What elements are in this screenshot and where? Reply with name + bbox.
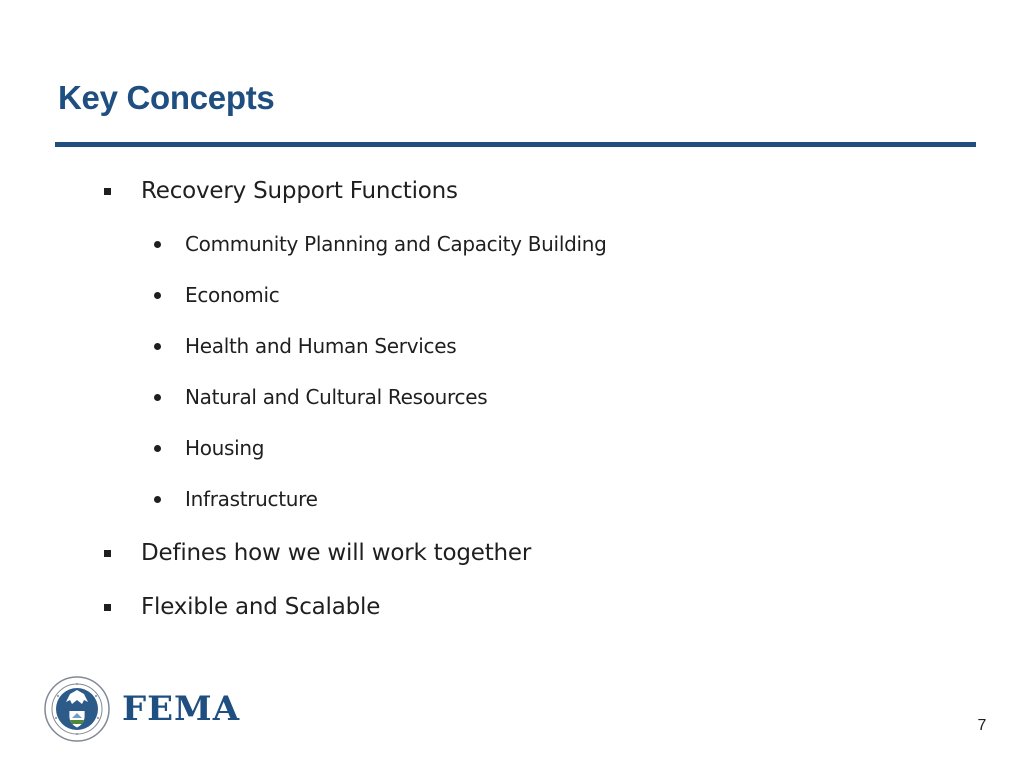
sub-bullet-text: Health and Human Services bbox=[185, 334, 457, 358]
bullet-flexible-scalable bbox=[104, 590, 380, 624]
square-bullet-icon bbox=[104, 188, 111, 195]
bullet-text: Recovery Support Functions bbox=[141, 178, 458, 204]
square-bullet-icon bbox=[104, 550, 111, 557]
bullet-text: Defines how we will work together bbox=[141, 540, 532, 566]
bullet-text: Flexible and Scalable bbox=[141, 594, 381, 620]
sub-bullet-text: Housing bbox=[185, 436, 265, 460]
slide-title: Key Concepts bbox=[58, 79, 275, 116]
sub-bullet-text: Natural and Cultural Resources bbox=[185, 385, 488, 409]
dhs-seal-icon bbox=[44, 676, 110, 742]
round-bullet-icon bbox=[154, 496, 161, 503]
sub-bullet-natural-cultural-resources bbox=[154, 382, 487, 412]
bullet-recovery-support-functions bbox=[104, 174, 458, 208]
fema-logo bbox=[44, 676, 240, 742]
sub-bullet-text: Community Planning and Capacity Building bbox=[185, 232, 607, 256]
page-number: 7 bbox=[977, 717, 987, 734]
round-bullet-icon bbox=[154, 292, 161, 299]
sub-bullet-health-human-services bbox=[154, 331, 456, 361]
fema-wordmark: FEMA bbox=[122, 689, 241, 729]
square-bullet-icon bbox=[104, 604, 111, 611]
title-divider bbox=[55, 142, 976, 147]
sub-bullet-text: Infrastructure bbox=[185, 487, 318, 511]
round-bullet-icon bbox=[154, 394, 161, 401]
round-bullet-icon bbox=[154, 343, 161, 350]
round-bullet-icon bbox=[154, 445, 161, 452]
bullet-defines-how-we-work bbox=[104, 536, 531, 570]
sub-bullet-infrastructure bbox=[154, 484, 318, 514]
round-bullet-icon bbox=[154, 241, 161, 248]
sub-bullet-economic bbox=[154, 280, 279, 310]
sub-bullet-community-planning bbox=[154, 229, 607, 259]
sub-bullet-text: Economic bbox=[185, 283, 280, 307]
sub-bullet-housing bbox=[154, 433, 264, 463]
